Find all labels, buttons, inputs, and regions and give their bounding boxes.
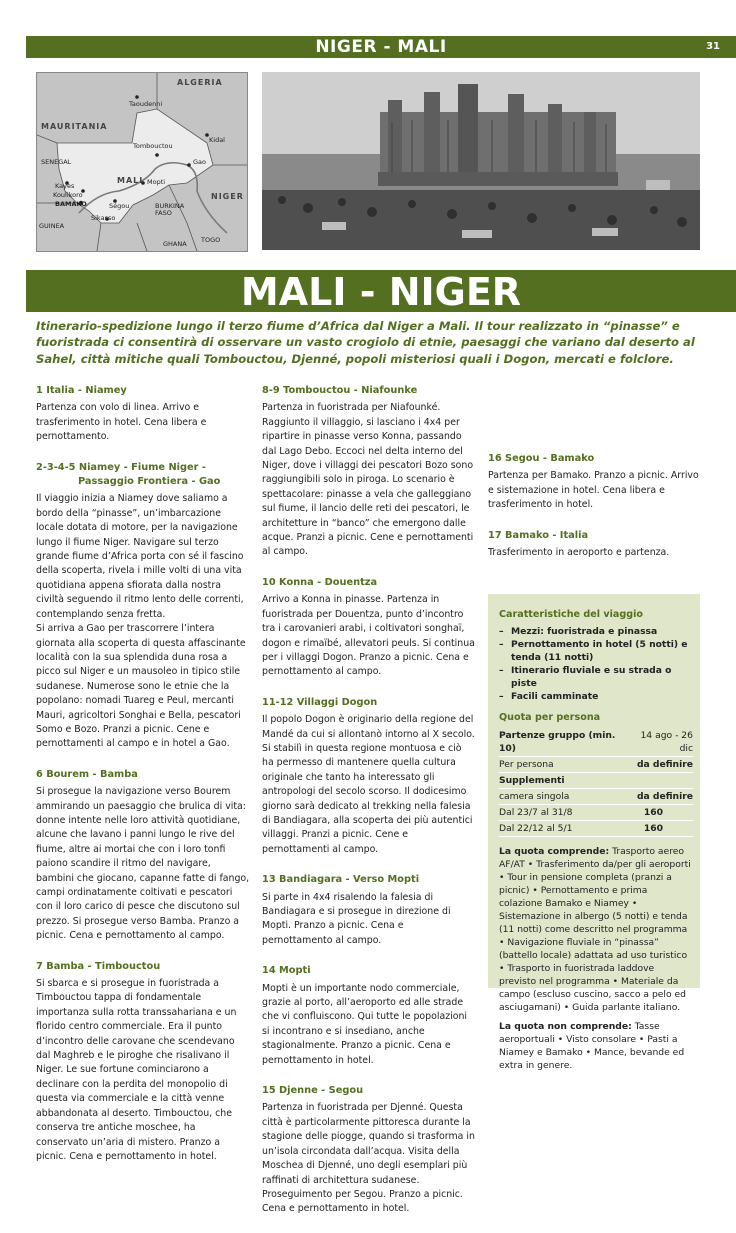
price-row-period-2: Dal 22/12 al 5/1 160 [499, 821, 693, 837]
excludes-paragraph [499, 1020, 693, 1072]
price-row-supplements: Supplementi [499, 773, 693, 789]
region-map [36, 72, 248, 252]
map-label-guinea: GUINEA [39, 222, 65, 230]
map-city-segou: Ségou [109, 202, 130, 210]
trip-info-box [488, 594, 700, 1071]
excludes-label: La quota non comprende: [499, 1021, 632, 1032]
day-body: Partenza per Bamako. Pranzo a picnic. Arrivo e sistemazione in hotel. Cena libera e trasferimento in hotel. [488, 470, 699, 511]
map-city-kidal: Kidal [209, 136, 225, 144]
price-row-group: Partenze gruppo (min. 10) 14 ago - 26 dic [499, 728, 693, 757]
main-title-bar [26, 270, 736, 312]
day-body-paragraph: Il viaggio inizia a Niamey dove saliamo a bordo della “pinasse”, un’imbarcazione locale dotata di motore, per la navigazione lungo il fiume Niger. Navigare sul terzo grande fiume d’Africa porta con sé il fascino della scoperta, rivela i mille volti di una vita quotidiana appena sfiorata dalla nostra civiltà seguendo il ritmo lento delle correnti, contemplando senza fretta. [36, 493, 244, 620]
map-label-algeria: ALGERIA [177, 78, 223, 87]
map-label-burkina: BURKINA FASO [155, 202, 185, 217]
day-body: Si prosegue la navigazione verso Bourem ammirando un paesaggio che brulica di vita: donne intente nelle loro attività quotidiane, alcune che lavano i panni lungo le rive del fiume, altre ai mortai che con i loro tonfi paiono scandire il ritmo del navigare, bambini che giocano, capanne fatte di fango, campi ordinatamente coltivati e pescatori con il loro carico di pesce che discutono sul prezzo. Si prosegue verso Bamba. Pranzo a picnic. Cena e pernottamento al campo. [36, 786, 250, 942]
map-city-tombouctou: Tombouctou [133, 142, 173, 150]
day-title: 6 Bourem - Bamba [36, 768, 138, 780]
main-title: MALI - NIGER [240, 270, 522, 314]
day-title-line2: Passaggio Frontiera - Gao [78, 476, 221, 488]
day-title: 15 Djenne - Segou [262, 1085, 364, 1097]
day-title: 13 Bandiagara - Verso Mopti [262, 874, 420, 886]
day-body: Partenza in fuoristrada per Niafounké. Raggiunto il villaggio, si lasciano i 4x4 per ripartire in pinasse verso Konna, passando dal Lago Debo. Eccoci nel delta interno del Niger, dove i villaggi dei pescatori Bozo sono raggiungibili solo in piroga. Lo scenario è spettacolare: pinasse a vela che galleggiano sul fiume, il lancio delle reti dei pescatori, le architetture in “banco” che emergono dalle acque. Pranzi a picnic. Cene e pernottamenti al campo. [262, 402, 474, 558]
itinerary-column-2 [262, 384, 476, 1233]
map-city-bamako: BAMAKO [55, 200, 87, 208]
map-label-togo: TOGO [201, 236, 221, 244]
day-body: Trasferimento in aeroporto e partenza. [488, 547, 670, 559]
map-label-ghana: GHANA [163, 240, 187, 248]
djenne-mosque-photo [262, 72, 700, 250]
map-city-gao: Gao [193, 158, 206, 166]
includes-label: La quota comprende: [499, 846, 610, 857]
day-body: Mopti è un importante nodo commerciale, grazie al porto, all’aeroporto ed alle strade che vi confluiscono. Qui tutte le popolazioni si incontrano e si insediano, anche stagionalmente. Pranzo a picnic. Cena e pernottamento in hotel. [262, 982, 468, 1066]
day-title: 17 Bamako - Italia [488, 529, 589, 541]
map-city-sikasso: Sikasso [91, 214, 116, 222]
map-city-taoudenni: Taoudenni [129, 100, 163, 108]
price-row-per-person: Per persona da definire [499, 757, 693, 773]
day-body [36, 492, 250, 751]
feature-item: – Facili camminate [499, 691, 599, 702]
map-label-mauritania: MAURITANIA [41, 122, 108, 131]
header-bar [26, 36, 736, 58]
day-title: 14 Mopti [262, 965, 311, 977]
map-city-mopti: Mopti [147, 178, 166, 186]
features-title: Caratteristiche del viaggio [499, 609, 643, 620]
day-body: Si parte in 4x4 risalendo la falesia di Bandiagara e si prosegue in direzione di Mopti. Pranzo a picnic. Cena e pernottamento al campo. [262, 891, 451, 946]
features-list [499, 625, 693, 703]
day-body-paragraph: Si arriva a Gao per trascorrere l’intera giornata alla scoperta di questa affascinante località con la sua splendida duna rosa a picco sul Niger e un mausoleo in tipico stile sudanese. Numerose sono le etnie che la popolano: nomadi Tuareg e Peul, mercanti Mauri, agricoltori Songhai e Bella, pescatori Somo e Bozo. Pranzi a picnic. Cene e pernottamenti al campo e in hotel a Gao. [36, 623, 246, 750]
feature-item: – Itinerario fluviale e su strada o piste [499, 665, 672, 689]
map-city-koulikoro: Koulikoro [53, 191, 83, 199]
day-body: Partenza con volo di linea. Arrivo e trasferimento in hotel. Cena libera e pernottamento. [36, 402, 207, 443]
day-title [36, 461, 250, 490]
day-title: 8-9 Tombouctou - Niafounke [262, 385, 418, 396]
map-label-mali: MALI [117, 176, 144, 185]
mosque-illustration [262, 72, 700, 250]
page-number: 31 [706, 41, 720, 52]
day-title: 1 Italia - Niamey [36, 385, 127, 396]
price-title: Quota per persona [499, 712, 601, 723]
itinerary-column-1 [36, 384, 250, 1180]
map-label-senegal: SENEGAL [41, 158, 72, 166]
excludes-text: Tasse aeroportuali • Visto consolare • Pasti a Niamey e Bamako • Mance, bevande ed extra in genere. [499, 1021, 685, 1071]
price-row-single: camera singola da definire [499, 789, 693, 805]
feature-item: – Mezzi: fuoristrada e pinassa [499, 626, 658, 637]
day-title: 7 Bamba - Timbouctou [36, 960, 161, 972]
day-title: 11-12 Villaggi Dogon [262, 696, 378, 708]
intro-text: Itinerario-spedizione lungo il terzo fiume d’Africa dal Niger a Mali. Il tour realizzato in “pinasse” e fuoristrada ci consentirà di osservare un vasto crogiolo di etnie, paesaggi che variano dal deserto al Sahel, città mitiche quali Tombouctou, Djenné, popoli misteriosi quali i Dogon, mercati e folclore. [36, 319, 695, 366]
trip-info-content [499, 608, 693, 1078]
day-body: Arrivo a Konna in pinasse. Partenza in fuoristrada per Douentza, punto d’incontro tra i carovanieri arabi, i coltivatori songhaï, dogon e rimaïbé, allevatori peuls. Si continua per i villaggi Dogon. Pranzo a picnic. Cena e pernottamento al campo. [262, 594, 475, 678]
map-city-kayes: Kayes [55, 182, 75, 190]
day-title: 16 Segou - Bamako [488, 453, 595, 464]
header-title: NIGER - MALI [315, 37, 447, 57]
day-body: Si sbarca e si prosegue in fuoristrada a Timbouctou tappa di fondamentale importanza sulla rotta transsahariana e un florido centro commerciale. Era il punto d’incontro delle carovane che scendevano dal Maghreb e le piroghe che risalivano il Niger. Le sue fortune cominciarono a declinare con la perdita del monopolio di questa via commerciale e la città venne abbandonata al deserto. Timbouctou, che conserva tre antiche moschee, ha conservato un’aria di mistero. Pranzo a picnic. Cena e pernottamento in hotel. [36, 978, 237, 1162]
day-body: Partenza in fuoristrada per Djenné. Questa città è particolarmente pittoresca durante la stagione delle piogge, quando si trasforma in un’isola circondata dall’acqua. Visita della Moschea di Djenné, uno degli esemplari più raffinati di architettura sudanese. Proseguimento per Segou. Pranzo a picnic. Cena e pernottamento in hotel. [262, 1102, 475, 1215]
includes-text: Trasporto aereo AF/AT • Trasferimento da/per gli aeroporti • Tour in pensione completa (pranzi a picnic) • Pernottamento e prima colazione Bamako e Niamey • Sistemazione in albergo (5 notti) e tenda (11 notti) come descritto nel programma • Navigazione fluviale in “pinassa” (battello locale) adattata ad uso turistico • Trasporto in fuoristrada laddove previsto nel programma • Materiale da campo (escluso cuscino, sacco a pelo ed asciugamani) • Guida parlante italiano. [499, 846, 691, 1013]
itinerary-column-3 [488, 388, 702, 576]
includes-paragraph [499, 845, 693, 1014]
day-title: 10 Konna - Douentza [262, 576, 378, 588]
feature-item: – Pernottamento in hotel (5 notti) e tenda (11 notti) [499, 639, 688, 663]
day-title-line1: 2-3-4-5 Niamey - Fiume Niger - [36, 461, 206, 473]
price-row-period-1: Dal 23/7 al 31/8 160 [499, 805, 693, 821]
map-label-niger: NIGER [211, 192, 244, 201]
day-body: Il popolo Dogon è originario della regione del Mandé da cui si allontanò intorno al X secolo. Si stabilì in questa regione montuosa e ciò ha permesso di mantenere quella cultura originale che tanto ha interessato gli antropologi del secolo scorso. Il dodicesimo giorno sarà dedicato al trekking nella falesia di Bandiagara, alla scoperta dei più autentici villaggi. Pranzi a picnic. Cene e pernottamenti al campo. [262, 714, 475, 855]
